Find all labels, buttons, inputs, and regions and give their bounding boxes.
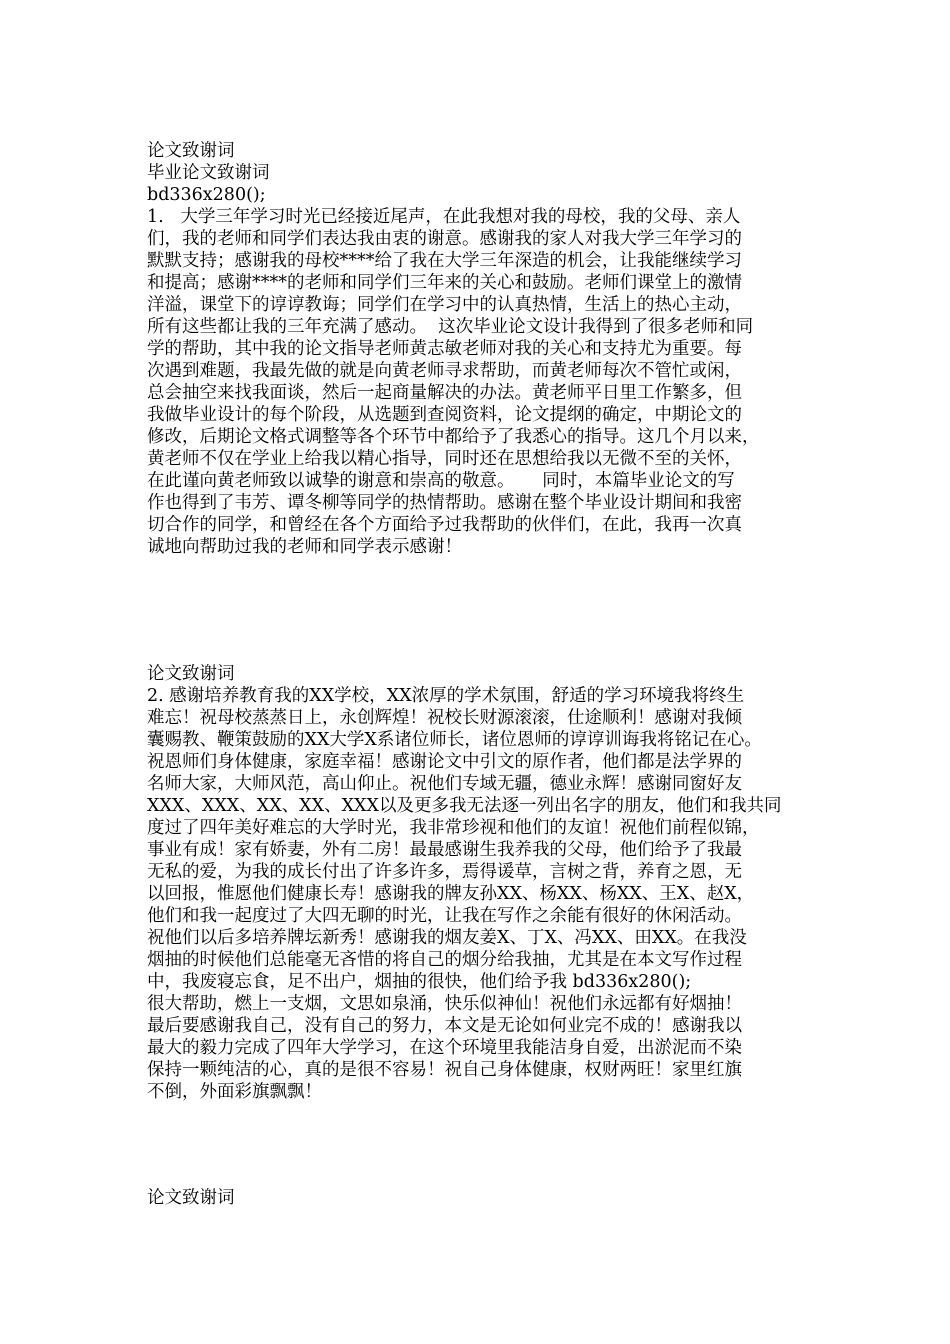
section1-line: 黄老师不仅在学业上给我以精心指导，同时还在思想给我以无微不至的关怀， — [147, 449, 742, 469]
section1-line: 切合作的同学，和曾经在各个方面给予过我帮助的伙伴们，在此，我再一次真 — [147, 515, 742, 535]
section1-line: 在此谨向黄老师致以诚挚的谢意和崇高的敬意。 同时，本篇毕业论文的写 — [147, 471, 735, 491]
section1-line: 我做毕业设计的每个阶段，从选题到查阅资料，论文提纲的确定，中期论文的 — [147, 405, 742, 425]
section1-line: 默默支持；感谢我的母校****给了我在大学三年深造的机会，让我能继续学习 — [147, 251, 742, 271]
section1-line: 1. 大学三年学习时光已经接近尾声，在此我想对我的母校，我的父母、亲人 — [147, 207, 741, 227]
section2-line: 囊赐教、鞭策鼓励的XX大学X系诸位师长，诸位恩师的谆谆训诲我将铭记在心。 — [147, 730, 762, 750]
section1-line: 诚地向帮助过我的老师和同学表示感谢！ — [147, 537, 462, 557]
section1-code: bd336x280(); — [147, 185, 266, 205]
section1-line: 洋溢，课堂下的谆谆教诲；同学们在学习中的认真热情，生活上的热心主动， — [147, 295, 742, 315]
section2-line: 他们和我一起度过了大四无聊的时光，让我在写作之余能有很好的休闲活动。 — [147, 906, 742, 926]
section1-line: 们，我的老师和同学们表达我由衷的谢意。感谢我的家人对我大学三年学习的 — [147, 229, 742, 249]
section3-heading: 论文致谢词 — [147, 1188, 235, 1208]
section2-line: 以回报，惟愿他们健康长寿！感谢我的牌友孙XX、杨XX、杨XX、王X、赵X， — [147, 884, 755, 904]
section2-heading: 论文致谢词 — [147, 664, 235, 684]
section2-line: 很大帮助，燃上一支烟，文思如泉涌，快乐似神仙！祝他们永远都有好烟抽！ — [147, 994, 742, 1014]
section2-line: 祝他们以后多培养牌坛新秀！感谢我的烟友姜X、丁X、冯XX、田XX。在我没 — [147, 928, 747, 948]
section2-line: 祝恩师们身体健康，家庭幸福！感谢论文中引文的原作者，他们都是法学界的 — [147, 752, 742, 772]
section1-line: 次遇到难题，我最先做的就是向黄老师寻求帮助，而黄老师每次不管忙或闲， — [147, 361, 742, 381]
section2-line: 2. 感谢培养教育我的XX学校，XX浓厚的学术氛围，舒适的学习环境我将终生 — [147, 686, 745, 706]
section1-line: 修改，后期论文格式调整等各个环节中都给予了我悉心的指导。这几个月以来， — [147, 427, 760, 447]
section2-line: 保持一颗纯洁的心，真的是很不容易！祝自己身体健康，权财两旺！家里红旗 — [147, 1060, 742, 1080]
section1-heading: 论文致谢词 — [147, 141, 235, 161]
section1-line: 所有这些都让我的三年充满了感动。 这次毕业论文设计我得到了很多老师和同 — [147, 317, 754, 337]
section1-line: 和提高；感谢****的老师和同学们三年来的关心和鼓励。老师们课堂上的激情 — [147, 273, 742, 293]
section2-line: 最后要感谢我自己，没有自己的努力，本文是无论如何业完不成的！感谢我以 — [147, 1016, 742, 1036]
section2-line: 名师大家，大师风范，高山仰止。祝他们专域无疆，德业永辉！感谢同窗好友 — [147, 774, 742, 794]
section2-line: 不倒，外面彩旗飘飘！ — [147, 1082, 322, 1102]
section2-line: 难忘！祝母校蒸蒸日上，永创辉煌！祝校长财源滚滚，仕途顺利！感谢对我倾 — [147, 708, 742, 728]
section1-line: 学的帮助，其中我的论文指导老师黄志敏老师对我的关心和支持尤为重要。每 — [147, 339, 742, 359]
section2-line: XXX、XXX、XX、XX、XXX以及更多我无法逐一列出名字的朋友，他们和我共同 — [147, 796, 782, 816]
section2-line: 事业有成！家有娇妻，外有二房！最最感谢生我养我的父母，他们给予了我最 — [147, 840, 742, 860]
section1-line: 总会抽空来找我面谈，然后一起商量解决的办法。黄老师平日里工作繁多，但 — [147, 383, 742, 403]
section2-line: 烟抽的时候他们总能毫无吝惜的将自己的烟分给我抽，尤其是在本文写作过程 — [147, 950, 742, 970]
section1-line: 作也得到了韦芳、谭冬柳等同学的热情帮助。感谢在整个毕业设计期间和我密 — [147, 493, 742, 513]
section2-line: 中，我废寝忘食，足不出户，烟抽的很快，他们给予我 bd336x280(); — [147, 972, 692, 992]
section1-subheading: 毕业论文致谢词 — [147, 163, 270, 183]
section2-line: 无私的爱，为我的成长付出了许多许多，焉得谖草，言树之背，养育之恩，无 — [147, 862, 742, 882]
section2-line: 最大的毅力完成了四年大学学习，在这个环境里我能洁身自爱，出淤泥而不染 — [147, 1038, 742, 1058]
section2-line: 度过了四年美好难忘的大学时光，我非常珍视和他们的友谊！祝他们前程似锦， — [147, 818, 760, 838]
